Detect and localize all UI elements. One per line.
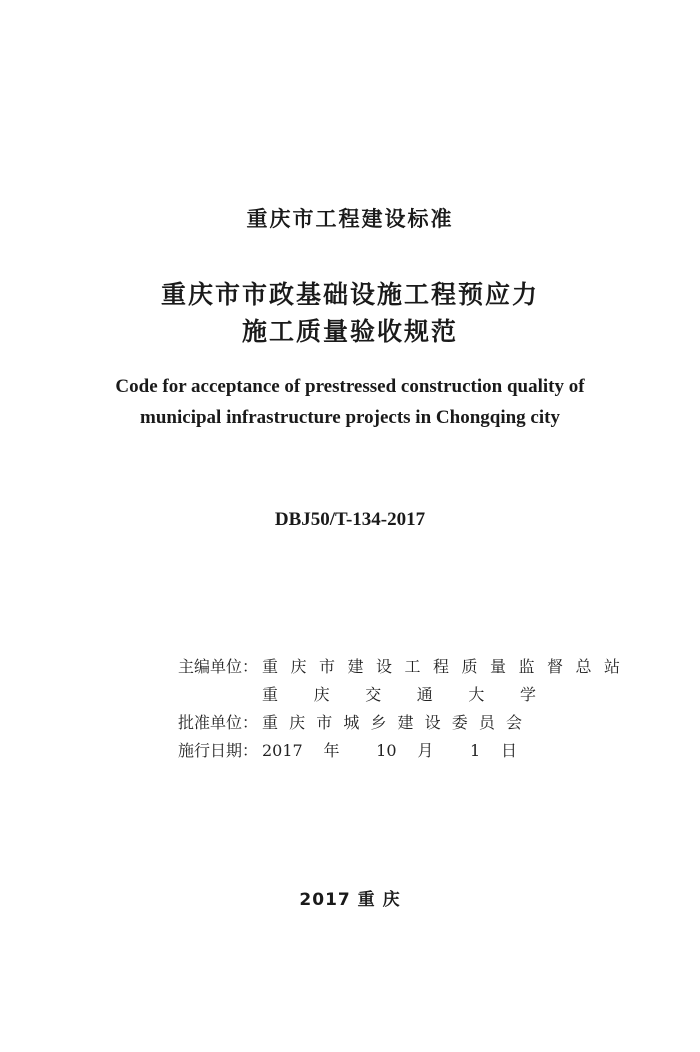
approver-label: 批准单位： <box>178 713 259 732</box>
editor-secondary-row <box>178 681 620 709</box>
title-line-1: 重庆市市政基础设施工程预应力 <box>160 280 539 309</box>
standard-number: DBJ50/T-134-2017 <box>274 509 426 530</box>
editor-label: 主编单位： <box>178 657 259 676</box>
approver-value: 重庆市城乡建设委员会 <box>262 713 522 732</box>
publication-info <box>178 653 620 765</box>
approver-row <box>178 709 620 737</box>
imprint: 2017 重 庆 <box>299 890 401 910</box>
english-title-line-2: municipal infrastructure projects in Chongqing city <box>140 407 560 428</box>
date-value: 2017 年 10 月 1 日 <box>262 741 517 760</box>
date-row <box>178 737 620 765</box>
editor-row <box>178 653 620 681</box>
standard-series: 重庆市工程建设标准 <box>246 207 454 231</box>
date-label: 施行日期： <box>178 741 259 760</box>
english-title-line-1: Code for acceptance of prestressed construction quality of <box>115 376 585 397</box>
editor-secondary: 重 庆 交 通 大 学 <box>262 685 536 704</box>
title-line-2: 施工质量验收规范 <box>241 317 458 346</box>
editor-primary: 重庆市建设工程质量监督总站 <box>262 657 620 676</box>
